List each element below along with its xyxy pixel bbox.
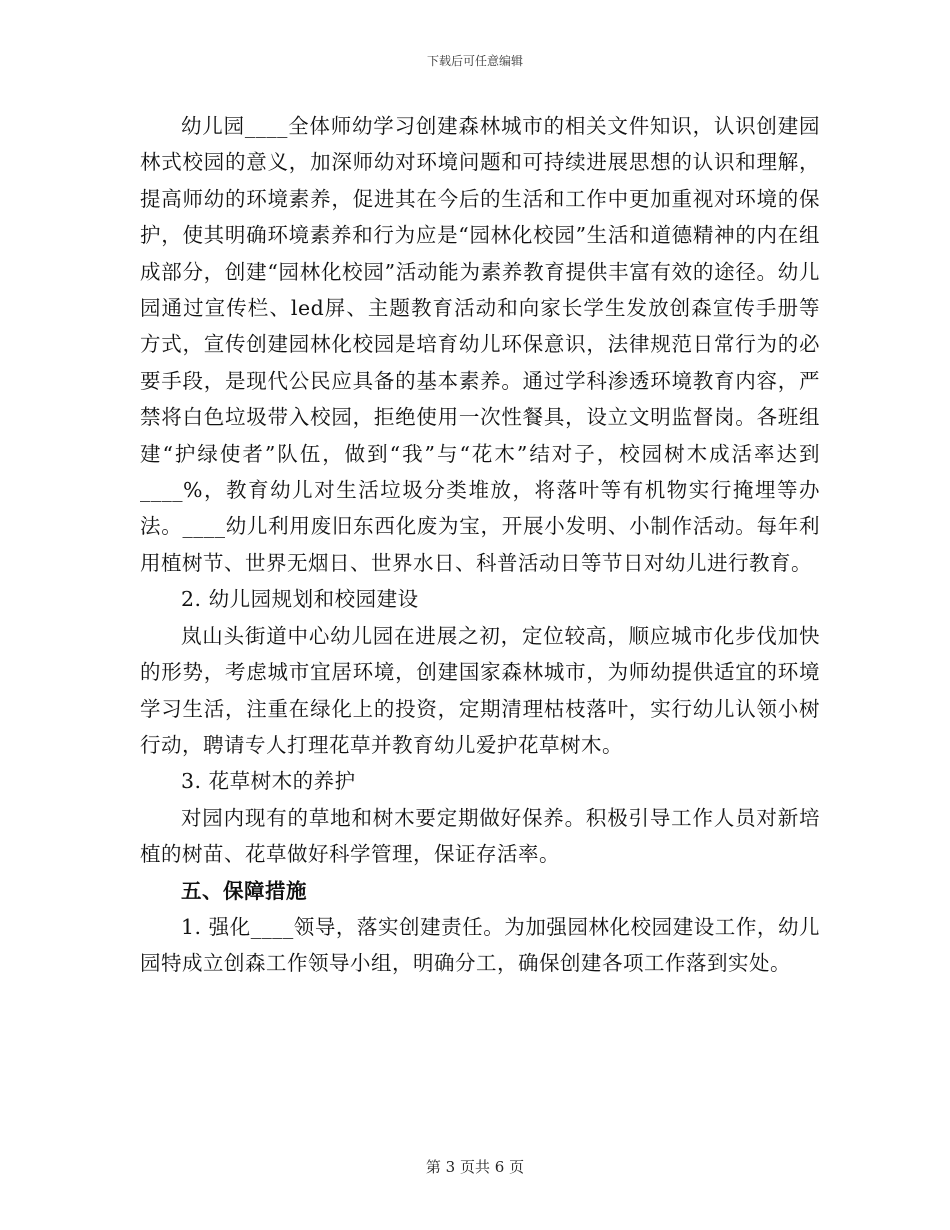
page-content <box>140 108 820 982</box>
paragraph-activities: 幼儿园____全体师幼学习创建森林城市的相关文件知识，认识创建园林式校园的意义，加深师幼对环境问题和可持续进展思想的认识和理解，提高师幼的环境素养，促进其在今后的生活和工作中更加重视对环境的保护，使其明确环境素养和行为应是“园林化校园”生活和道德精神的内在组成部分，创建“园林化校园”活动能为素养教育提供丰富有效的途径。幼儿园通过宣传栏、led屏、主题教育活动和向家长学生发放创森宣传手册等方式，宣传创建园林化校园是培育幼儿环保意识，法律规范日常行为的必要手段，是现代公民应具备的基本素养。通过学科渗透环境教育内容，严禁将白色垃圾带入校园，拒绝使用一次性餐具，设立文明监督岗。各班组建“护绿使者”队伍，做到“我”与“花木”结对子，校园树木成活率达到____%，教育幼儿对生活垃圾分类堆放，将落叶等有机物实行掩埋等办法。____幼儿利用废旧东西化废为宝，开展小发明、小制作活动。每年利用植树节、世界无烟日、世界水日、科普活动日等节日对幼儿进行教育。 <box>140 114 820 575</box>
paragraph-planning: 岚山头街道中心幼儿园在进展之初，定位较高，顺应城市化步伐加快的形势，考虑城市宜居环境，创建国家森林城市，为师幼提供适宜的环境学习生活，注重在绿化上的投资，定期清理枯枝落叶，实行幼儿认领小树行动，聘请专人打理花草并教育幼儿爱护花草树木。 <box>140 623 820 757</box>
section-heading-safeguards: 五、保障措施 <box>181 878 307 903</box>
page-number: 第 3 页共 6 页 <box>425 1158 525 1176</box>
page-header: 下载后可任意编辑 <box>426 54 523 68</box>
subheading-planning: 2. 幼儿园规划和校园建设 <box>181 587 419 612</box>
subheading-maintenance: 3. 花草树木的养护 <box>181 769 356 794</box>
paragraph-maintenance: 对园内现有的草地和树木要定期做好保养。积极引导工作人员对新培植的树苗、花草做好科学管理，保证存活率。 <box>140 805 820 867</box>
paragraph-leadership: 1. 强化____领导，落实创建责任。为加强园林化校园建设工作，幼儿园特成立创森工作领导小组，明确分工，确保创建各项工作落到实处。 <box>140 914 820 976</box>
